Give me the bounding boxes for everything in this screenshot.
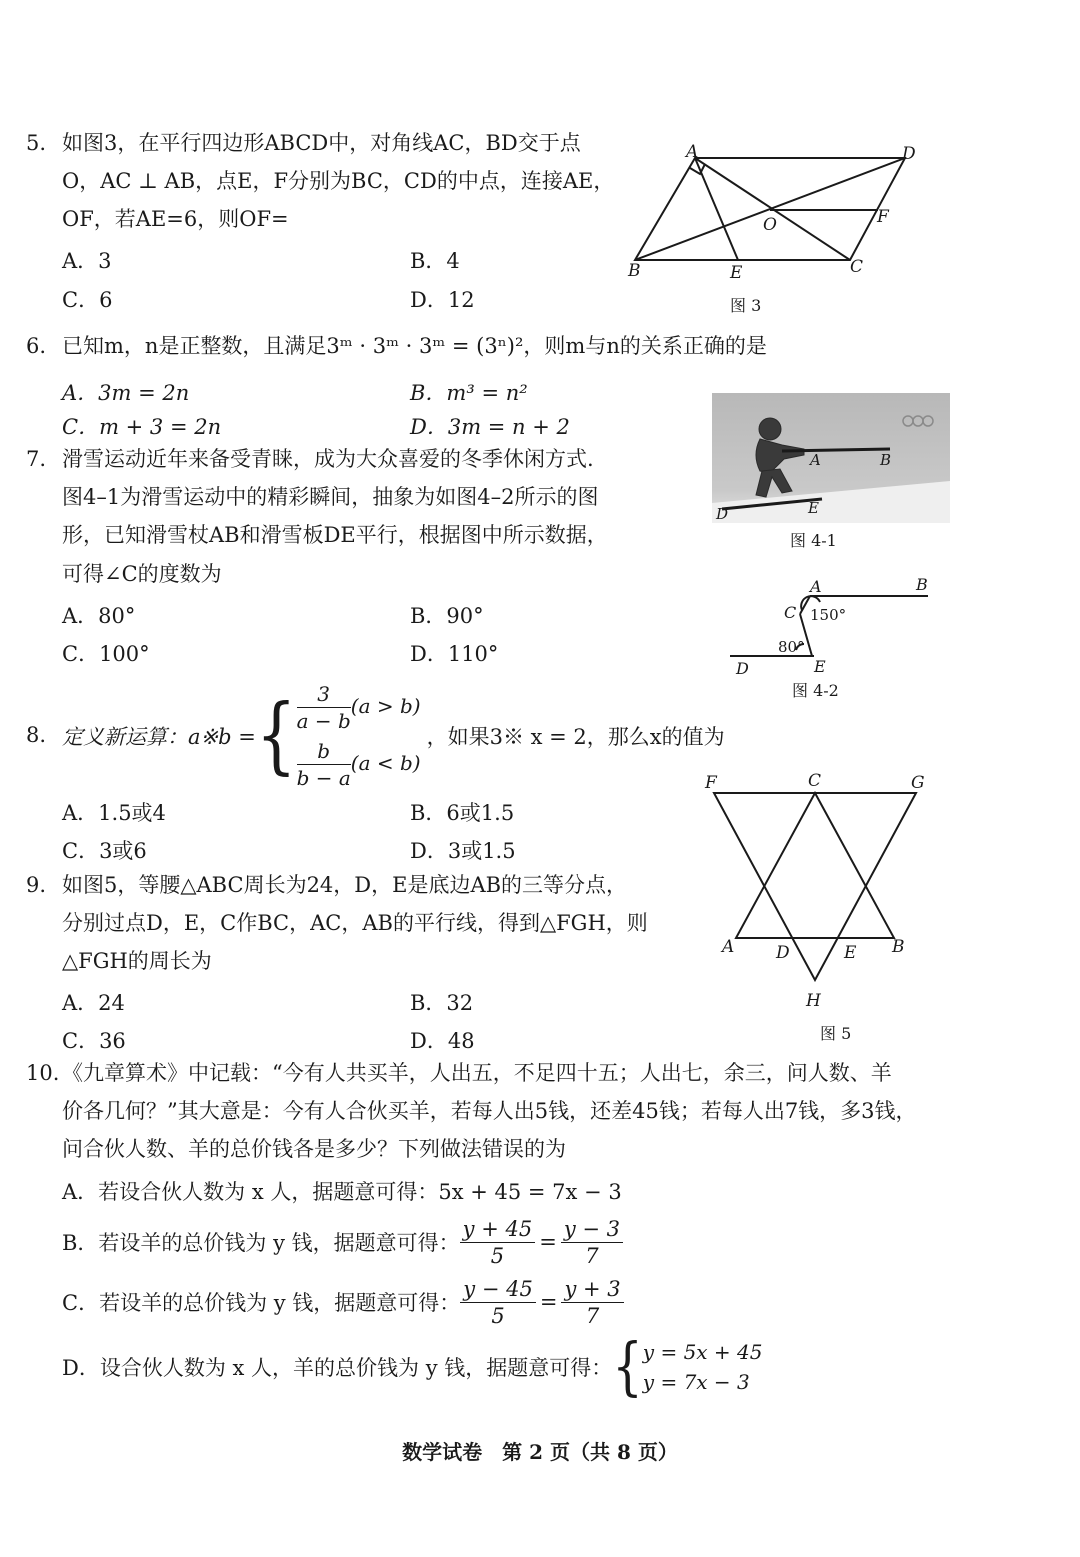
option-b: [62, 1212, 623, 1272]
question-text-line: 《九章算术》中记载：“今有人共买羊，人出五，不足四十五；人出七，余三，问人数、羊: [62, 1061, 892, 1085]
option-b-right-fraction: [561, 1216, 623, 1269]
case-2: [297, 738, 421, 791]
question-text-line: 问合伙人数、羊的总价钱各是多少？下列做法错误的为: [62, 1137, 566, 1161]
option-a: A．3: [62, 249, 112, 273]
label-f: F: [877, 207, 889, 227]
question-number: 8.: [26, 723, 47, 747]
option-c: C．36: [62, 1029, 126, 1053]
label-g: G: [911, 773, 925, 793]
option-d-text: D．设合伙人数为 x 人，羊的总价钱为 y 钱，据题意可得：: [62, 1356, 613, 1380]
case-1-denominator: a − b: [296, 709, 351, 733]
label-b: B: [628, 261, 641, 281]
question-text-line: 形，已知滑雪杖AB和滑雪板DE平行，根据图中所示数据，: [62, 523, 608, 547]
case-2-numerator: b: [297, 738, 351, 765]
figure-caption: 图 3: [730, 296, 762, 315]
label-h: H: [806, 991, 821, 1011]
equals-sign: =: [539, 1230, 557, 1254]
option-d: D．12: [410, 288, 475, 312]
question-stem: [62, 676, 725, 796]
question-text-line: 可得∠C的度数为: [62, 562, 222, 586]
option-b: B．4: [410, 249, 460, 273]
photo-label-d: D: [716, 505, 729, 523]
option-c: C．3或6: [62, 839, 147, 863]
label-b: B: [916, 575, 928, 594]
question-text-line: 价各几何？”其大意是：今有人合伙买羊，若每人出5钱，还差45钱；若每人出7钱，多3钱，: [62, 1099, 917, 1123]
question-text-line: 如图5，等腰△ABC周长为24，D，E是底边AB的三等分点，: [62, 873, 628, 897]
option-c-left-fraction: [460, 1276, 536, 1329]
figure-4-2-angle-diagram: [730, 572, 940, 682]
system-brace: {: [612, 1330, 643, 1404]
option-d: D．110°: [410, 642, 499, 666]
equation-1: y = 5x + 45: [642, 1340, 763, 1364]
case-1-condition: (a > b): [350, 694, 421, 718]
question-text-line: △FGH的周长为: [62, 949, 212, 973]
label-e: E: [814, 657, 826, 676]
label-e: E: [844, 943, 857, 963]
option-c: C．100°: [62, 642, 150, 666]
numerator: y + 3: [561, 1276, 623, 1303]
label-c: C: [850, 257, 864, 277]
figure-caption: 图 5: [820, 1024, 852, 1043]
denominator: 5: [491, 1303, 505, 1328]
label-e: E: [730, 263, 743, 283]
label-b: B: [892, 937, 905, 957]
label-a: A: [686, 142, 699, 162]
question-number: 9.: [26, 873, 47, 897]
option-b: B．m³ = n²: [410, 381, 528, 405]
question-text-line: 如图3，在平行四边形ABCD中，对角线AC，BD交于点: [62, 131, 581, 155]
question-number: 10.: [26, 1061, 60, 1085]
angle-label-80: 80°: [778, 638, 805, 656]
question-text-line: 滑雪运动近年来备受青睐，成为大众喜爱的冬季休闲方式.: [62, 447, 594, 471]
question-suffix: ，如果3※ x = 2，那么x的值为: [426, 725, 725, 749]
angle-label-150: 150°: [810, 606, 847, 624]
question-text: 已知m，n是正整数，且满足3ᵐ · 3ᵐ · 3ᵐ = (3ⁿ)²，则m与n的关系正确的是: [62, 334, 767, 358]
case-1-numerator: 3: [297, 681, 351, 708]
case-1-fraction: [297, 681, 351, 734]
label-d: D: [736, 659, 749, 678]
option-c: C．6: [62, 288, 113, 312]
option-d: D．48: [410, 1029, 475, 1053]
label-f: F: [705, 773, 717, 793]
denominator: 7: [585, 1303, 600, 1328]
option-b: B．90°: [410, 604, 484, 628]
option-d: D．3或1.5: [410, 839, 516, 863]
photo-label-a: A: [810, 451, 821, 469]
numerator: y − 3: [561, 1216, 623, 1243]
figure-caption: 图 4-2: [792, 681, 839, 700]
numerator: y + 45: [460, 1216, 536, 1243]
equals-sign: =: [539, 1290, 558, 1314]
denominator: 7: [585, 1243, 599, 1268]
piecewise-brace: {: [255, 687, 297, 785]
option-a: A．24: [62, 991, 125, 1015]
question-number: 5.: [26, 131, 47, 155]
option-c: C．m + 3 = 2n: [62, 415, 222, 439]
case-1: [297, 681, 421, 734]
question-text-line: 分别过点D，E，C作BC，AC，AB的平行线，得到△FGH，则: [62, 911, 648, 935]
numerator: y − 45: [460, 1276, 536, 1303]
option-b: B．32: [410, 991, 474, 1015]
label-o: O: [763, 215, 777, 235]
question-number: 7.: [26, 447, 47, 471]
label-c: C: [784, 603, 797, 622]
definition-prefix: 定义新运算：a※b =: [62, 725, 256, 749]
question-text-line: OF，若AE=6，则OF=: [62, 207, 289, 231]
question-text-line: 图4–1为滑雪运动中的精彩瞬间，抽象为如图4–2所示的图: [62, 485, 599, 509]
option-a: A．3m = 2n: [62, 381, 190, 405]
option-b-left-fraction: [460, 1216, 536, 1269]
case-2-condition: (a < b): [350, 751, 421, 775]
case-2-fraction: [297, 738, 351, 791]
label-d: D: [776, 943, 790, 963]
option-b: B．6或1.5: [410, 801, 515, 825]
photo-label-b: B: [880, 451, 892, 469]
option-a: A．若设合伙人数为 x 人，据题意可得：5x + 45 = 7x − 3: [62, 1180, 622, 1204]
photo-label-e: E: [808, 499, 819, 517]
label-c: C: [808, 771, 822, 791]
option-d: [62, 1330, 763, 1404]
option-d: D．3m = n + 2: [410, 415, 570, 439]
label-a: A: [722, 937, 735, 957]
option-c-right-fraction: [561, 1276, 623, 1329]
figure-3-parallelogram: [620, 140, 920, 290]
label-d: D: [902, 144, 916, 164]
equation-system: [643, 1337, 763, 1397]
option-a: A．80°: [62, 604, 136, 628]
option-b-text: B．若设羊的总价钱为 y 钱，据题意可得：: [62, 1231, 460, 1255]
case-2-denominator: b − a: [296, 766, 351, 790]
figure-5-triangles: [700, 768, 940, 1018]
label-a: A: [810, 577, 822, 596]
option-c: [62, 1272, 624, 1332]
equation-2: y = 7x − 3: [642, 1370, 750, 1394]
option-a: A．1.5或4: [62, 801, 166, 825]
figure-caption: 图 4-1: [790, 531, 837, 550]
option-c-text: C．若设羊的总价钱为 y 钱，据题意可得：: [62, 1291, 461, 1315]
question-text-line: O，AC ⊥ AB，点E，F分别为BC，CD的中点，连接AE，: [62, 169, 615, 193]
piecewise-cases: [297, 681, 421, 791]
question-number: 6.: [26, 334, 47, 358]
denominator: 5: [490, 1243, 505, 1268]
page-footer: 数学试卷 第 2 页（共 8 页）: [402, 1440, 678, 1464]
figure-4-1-skier-photo: [712, 393, 950, 523]
